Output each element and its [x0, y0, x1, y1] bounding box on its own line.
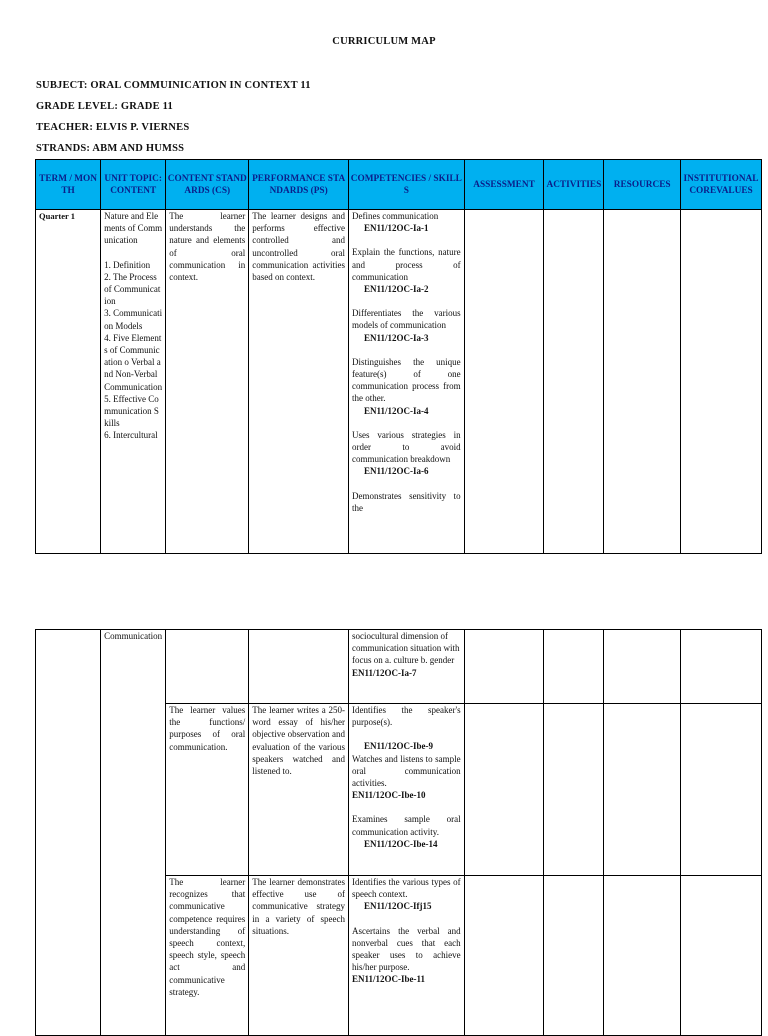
competencies-cell — [349, 630, 465, 704]
strands-line: STRANDS: ABM AND HUMSS — [36, 143, 185, 154]
competency-code: EN11/12OC-Ibe-9 — [364, 741, 434, 752]
unit-line: 6. Intercultural — [104, 430, 158, 441]
assessment-cell — [464, 630, 544, 704]
unit-line: 5. Effective Communication Skills — [104, 393, 159, 429]
competency-text: Watches and listens to sample oral communication activities. — [352, 753, 461, 789]
content-standard-cell: The learner recognizes that communicative competence requires understanding of speech context, speech style, speech act and communicative strategy. — [166, 876, 249, 1036]
competency-text: Uses various strategies in order to avoid communication breakdown — [352, 429, 461, 465]
unit-line: 4. Five Elements of Communication o Verbal and Non-Verbal Communication — [104, 332, 163, 392]
resources-cell — [604, 876, 681, 1036]
competency-text: Identifies the speaker's purpose(s). — [352, 705, 461, 728]
competency-code: EN11/12OC-Ia-7 — [352, 667, 417, 678]
competency-text: Explain the functions, nature and process of communication — [352, 247, 461, 282]
competency-text: Ascertains the verbal and nonverbal cues that each speaker uses to achieve his/her purpose. — [352, 925, 461, 973]
competency-code: EN11/12OC-Ia-4 — [364, 405, 429, 416]
unit-line: 2. The Process of Communication — [104, 271, 161, 307]
activities-cell — [544, 210, 604, 554]
table-row — [36, 210, 762, 554]
competency-code: EN11/12OC-Ia-3 — [364, 332, 429, 343]
core-values-cell — [681, 876, 762, 1036]
content-standard-cell: The learner understands the nature and elements of oral communication in context. — [166, 210, 249, 554]
competency-code: EN11/12OC-Ia-2 — [364, 284, 429, 295]
core-values-cell — [681, 630, 762, 704]
resources-cell — [604, 630, 681, 704]
performance-standard-cell: The learner writes a 250-word essay of his/her objective observation and evaluation of the various speakers watched and listened to. — [249, 704, 349, 876]
competency-text: Distinguishes the unique feature(s) of one communication process from the other. — [352, 356, 461, 404]
performance-standard-cell: The learner designs and performs effective controlled and uncontrolled oral communication activities based on context. — [249, 210, 349, 554]
competency-code: EN11/12OC-Ibe-14 — [364, 838, 438, 849]
core-values-cell — [681, 210, 762, 554]
unit-line: Nature and Elements of Communication — [104, 211, 163, 246]
term-cell — [36, 630, 101, 1036]
competencies-cell — [349, 704, 465, 876]
competencies-cell — [349, 876, 465, 1036]
core-values-cell — [681, 704, 762, 876]
term-cell: Quarter 1 — [36, 210, 101, 554]
resources-cell — [604, 704, 681, 876]
header-activities: ACTIVITIES — [544, 160, 604, 210]
activities-cell — [544, 876, 604, 1036]
document-title: CURRICULUM MAP — [332, 36, 436, 47]
table-header-row — [36, 160, 762, 210]
grade-level-line: GRADE LEVEL: GRADE 11 — [36, 101, 173, 112]
header-content-standards: CONTENT STANDARDS (CS) — [166, 160, 249, 210]
unit-line: 1. Definition — [104, 259, 151, 270]
competency-text: Demonstrates sensitivity to the — [352, 490, 461, 513]
curriculum-table-page1 — [35, 159, 762, 554]
assessment-cell — [464, 704, 544, 876]
header-unit-topic: UNIT TOPIC: CONTENT — [101, 160, 166, 210]
competency-code: EN11/12OC-Ibe-11 — [352, 974, 426, 985]
competency-code: EN11/12OC-Ia-1 — [364, 223, 429, 234]
content-standard-cell — [166, 630, 249, 704]
competency-text: sociocultural dimension of communication situation with focus on a. culture b. gender — [352, 631, 460, 666]
competency-code: EN11/12OC-Ifj15 — [364, 901, 432, 912]
subject-line: SUBJECT: ORAL COMMUINICATION IN CONTEXT 11 — [36, 80, 311, 91]
resources-cell — [604, 210, 681, 554]
competency-code: EN11/12OC-Ibe-10 — [352, 790, 426, 801]
unit-topic-cell — [101, 210, 166, 554]
unit-line: 3. Communication Models — [104, 308, 163, 331]
header-performance-standards: PERFORMANCE STANDARDS (PS) — [249, 160, 349, 210]
unit-line — [104, 247, 162, 259]
header-resources: RESOURCES — [604, 160, 681, 210]
competency-code: EN11/12OC-Ia-6 — [364, 466, 429, 477]
competency-text: Identifies the various types of speech context. — [352, 877, 461, 900]
curriculum-table-page2 — [35, 629, 762, 1036]
table-row — [36, 630, 762, 704]
competencies-cell — [349, 210, 465, 554]
teacher-line: TEACHER: ELVIS P. VIERNES — [36, 122, 190, 133]
assessment-cell — [464, 210, 544, 554]
content-standard-cell: The learner values the functions/ purposes of oral communication. — [166, 704, 249, 876]
unit-topic-cell: Communication — [101, 630, 166, 1036]
activities-cell — [544, 630, 604, 704]
header-competencies: COMPETENCIES / SKILLS — [349, 160, 465, 210]
header-assessment: ASSESSMENT — [464, 160, 544, 210]
competency-text: Examines sample oral communication activity. — [352, 814, 461, 837]
header-core-values: INSTITUTIONAL COREVALUES — [681, 160, 762, 210]
performance-standard-cell: The learner demonstrates effective use of communicative strategy in a variety of speech situations. — [249, 876, 349, 1036]
activities-cell — [544, 704, 604, 876]
competency-text: Defines communication — [352, 211, 439, 221]
header-term: TERM / MONTH — [36, 160, 101, 210]
assessment-cell — [464, 876, 544, 1036]
competency-text: Differentiates the various models of communication — [352, 308, 461, 331]
performance-standard-cell — [249, 630, 349, 704]
